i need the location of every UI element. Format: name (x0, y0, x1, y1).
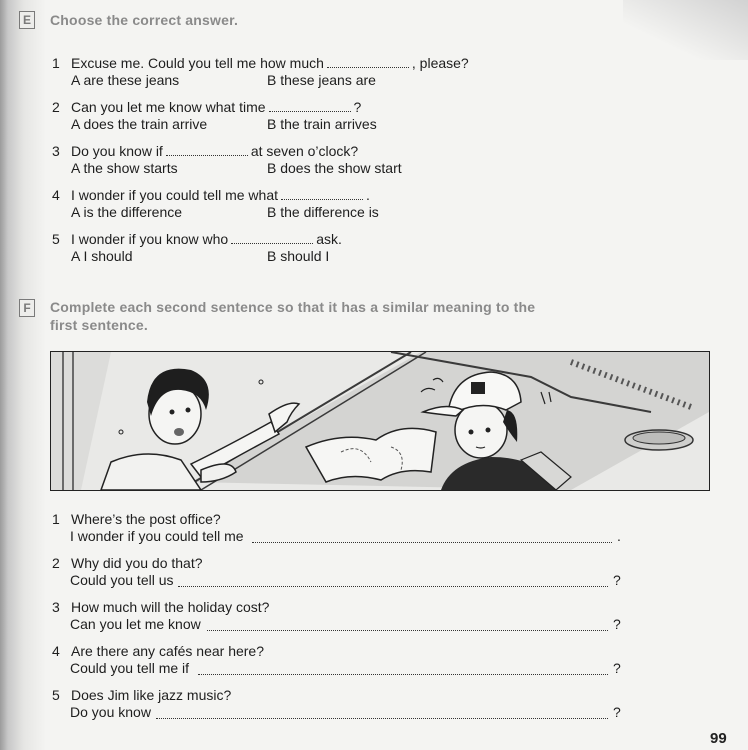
question-text: How much will the holiday cost? (71, 599, 270, 615)
illustration-boy-asking-directions (50, 351, 710, 491)
page-gutter-shadow (0, 0, 46, 750)
answer-blank (166, 143, 248, 156)
question-number: 1 (52, 511, 60, 527)
question-number: 2 (52, 555, 60, 571)
option-a: A is the difference (71, 204, 183, 220)
page-number: 99 (710, 730, 727, 747)
question-f4 (52, 642, 632, 678)
question-text: Can you let me know what time ? (71, 99, 362, 115)
question-e4 (52, 186, 512, 222)
question-number: 4 (52, 187, 60, 203)
question-number: 5 (52, 687, 60, 703)
answer-end-punct: . (617, 528, 621, 544)
question-f3 (52, 598, 632, 634)
answer-blank (231, 231, 313, 244)
question-f2 (52, 554, 632, 590)
section-e-title: Choose the correct answer. (50, 12, 239, 28)
question-e2 (52, 98, 512, 134)
question-f5 (52, 686, 632, 722)
answer-end-punct: ? (613, 660, 621, 676)
question-text: Why did you do that? (71, 555, 203, 571)
answer-blank (281, 187, 363, 200)
section-e-badge: E (19, 11, 35, 29)
page-corner-shadow (623, 0, 748, 60)
question-e1 (52, 54, 512, 90)
answer-lead: I wonder if you could tell me (70, 528, 244, 544)
option-b: B these jeans are (267, 72, 376, 88)
question-f1 (52, 510, 632, 546)
option-b: B the difference is (267, 204, 379, 220)
question-number: 3 (52, 143, 60, 159)
question-number: 5 (52, 231, 60, 247)
option-b: B does the show start (267, 160, 402, 176)
answer-end-punct: ? (613, 704, 621, 720)
answer-lead: Can you let me know (70, 616, 201, 632)
option-a: A are these jeans (71, 72, 180, 88)
answer-line[interactable] (252, 541, 612, 543)
cartoon-illustration (51, 352, 709, 490)
answer-end-punct: ? (613, 616, 621, 632)
answer-line[interactable] (156, 717, 608, 719)
question-text: I wonder if you know who ask. (71, 231, 342, 247)
question-number: 2 (52, 99, 60, 115)
option-b: B should I (267, 248, 330, 264)
question-text: I wonder if you could tell me what . (71, 187, 370, 203)
option-a: A does the train arrive (71, 116, 208, 132)
answer-line[interactable] (198, 673, 608, 675)
answer-line[interactable] (178, 585, 608, 587)
question-text: Are there any cafés near here? (71, 643, 265, 659)
answer-lead: Could you tell me if (70, 660, 190, 676)
question-text: Does Jim like jazz music? (71, 687, 232, 703)
section-f-title-line2: first sentence. (50, 317, 148, 333)
option-a: A I should (71, 248, 133, 264)
question-text: Do you know if at seven o’clock? (71, 143, 359, 159)
answer-line[interactable] (207, 629, 608, 631)
section-f-badge: F (19, 299, 35, 317)
question-text: Excuse me. Could you tell me how much , please? (71, 55, 469, 71)
section-f-title-line1: Complete each second sentence so that it has a similar meaning to the (50, 299, 536, 315)
question-number: 1 (52, 55, 60, 71)
answer-blank (327, 55, 409, 68)
answer-blank (269, 99, 351, 112)
option-a: A the show starts (71, 160, 178, 176)
question-e5 (52, 230, 512, 266)
option-b: B the train arrives (267, 116, 377, 132)
question-text: Where’s the post office? (71, 511, 221, 527)
answer-end-punct: ? (613, 572, 621, 588)
question-number: 4 (52, 643, 60, 659)
answer-lead: Could you tell us (70, 572, 174, 588)
question-number: 3 (52, 599, 60, 615)
answer-lead: Do you know (70, 704, 151, 720)
question-e3 (52, 142, 512, 178)
